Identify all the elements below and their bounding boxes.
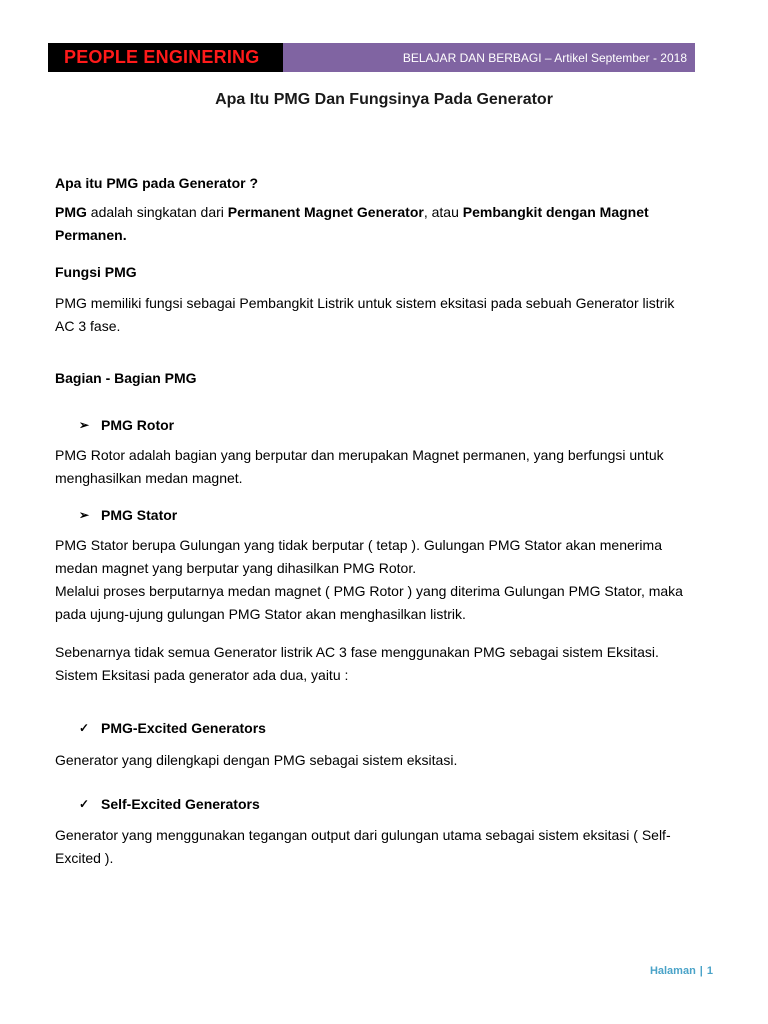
bullet-label: Self-Excited Generators (101, 796, 260, 812)
document-body (55, 172, 695, 870)
bullet-label: PMG-Excited Generators (101, 720, 266, 736)
paragraph-stator-2: Melalui proses berputarnya medan magnet ( PMG Rotor ) yang diterima Gulungan PMG Stator, maka pada ujung-ujung gulungan PMG Stator akan menghasilkan listrik. (55, 583, 683, 622)
paragraph-sebenarnya: Sebenarnya tidak semua Generator listrik AC 3 fase menggunakan PMG sebagai sistem Eksitasi. Sistem Eksitasi pada generator ada dua, yaitu : (55, 644, 659, 683)
footer-separator: | (699, 965, 703, 977)
term-pmg: PMG (55, 204, 87, 220)
term-pembangkit: Pembangkit dengan Magnet Permanen. (55, 204, 649, 243)
paragraph-pmg-excited: Generator yang dilengkapi dengan PMG sebagai sistem eksitasi. (55, 752, 458, 768)
page-footer (650, 965, 713, 977)
footer-label: Halaman (649, 965, 696, 977)
page-number: 1 (706, 965, 713, 977)
document-title: Apa Itu PMG Dan Fungsinya Pada Generator (215, 91, 553, 108)
bullet-label: PMG Stator (101, 507, 178, 523)
bullet-pmg-stator (55, 504, 695, 527)
brand-name: PEOPLE ENGINERING (48, 43, 283, 72)
heading-bagian-pmg: Bagian - Bagian PMG (55, 370, 197, 386)
bullet-pmg-rotor (55, 414, 695, 437)
heading-fungsi-pmg: Fungsi PMG (55, 264, 137, 280)
arrow-bullet-icon: ➢ (79, 418, 90, 432)
bullet-self-excited (55, 793, 695, 816)
header-tagline: BELAJAR DAN BERBAGI – Artikel September - 2018 (283, 43, 695, 72)
paragraph-rotor: PMG Rotor adalah bagian yang berputar dan merupakan Magnet permanen, yang berfungsi untuk menghasilkan medan magnet. (55, 447, 664, 486)
term-permanent-magnet-generator: Permanent Magnet Generator (227, 204, 424, 220)
paragraph-fungsi: PMG memiliki fungsi sebagai Pembangkit Listrik untuk sistem eksitasi pada sebuah Generator listrik AC 3 fase. (55, 295, 675, 334)
paragraph-definition (55, 201, 695, 247)
paragraph-self-excited: Generator yang menggunakan tegangan output dari gulungan utama sebagai sistem eksitasi ( Self-Excited ). (55, 827, 671, 866)
definition-text-1: adalah singkatan dari (86, 204, 228, 220)
definition-text-2: , atau (423, 204, 463, 220)
arrow-bullet-icon: ➢ (79, 508, 90, 522)
bullet-label: PMG Rotor (101, 417, 175, 433)
bullet-pmg-excited (55, 717, 695, 740)
check-bullet-icon: ✓ (79, 797, 90, 811)
page-header (48, 43, 695, 72)
heading-what-is-pmg: Apa itu PMG pada Generator ? (55, 175, 259, 191)
check-bullet-icon: ✓ (79, 721, 90, 735)
paragraph-stator-1: PMG Stator berupa Gulungan yang tidak berputar ( tetap ). Gulungan PMG Stator akan menerima medan magnet yang berputar yang dihasilkan PMG Rotor. (55, 537, 662, 576)
